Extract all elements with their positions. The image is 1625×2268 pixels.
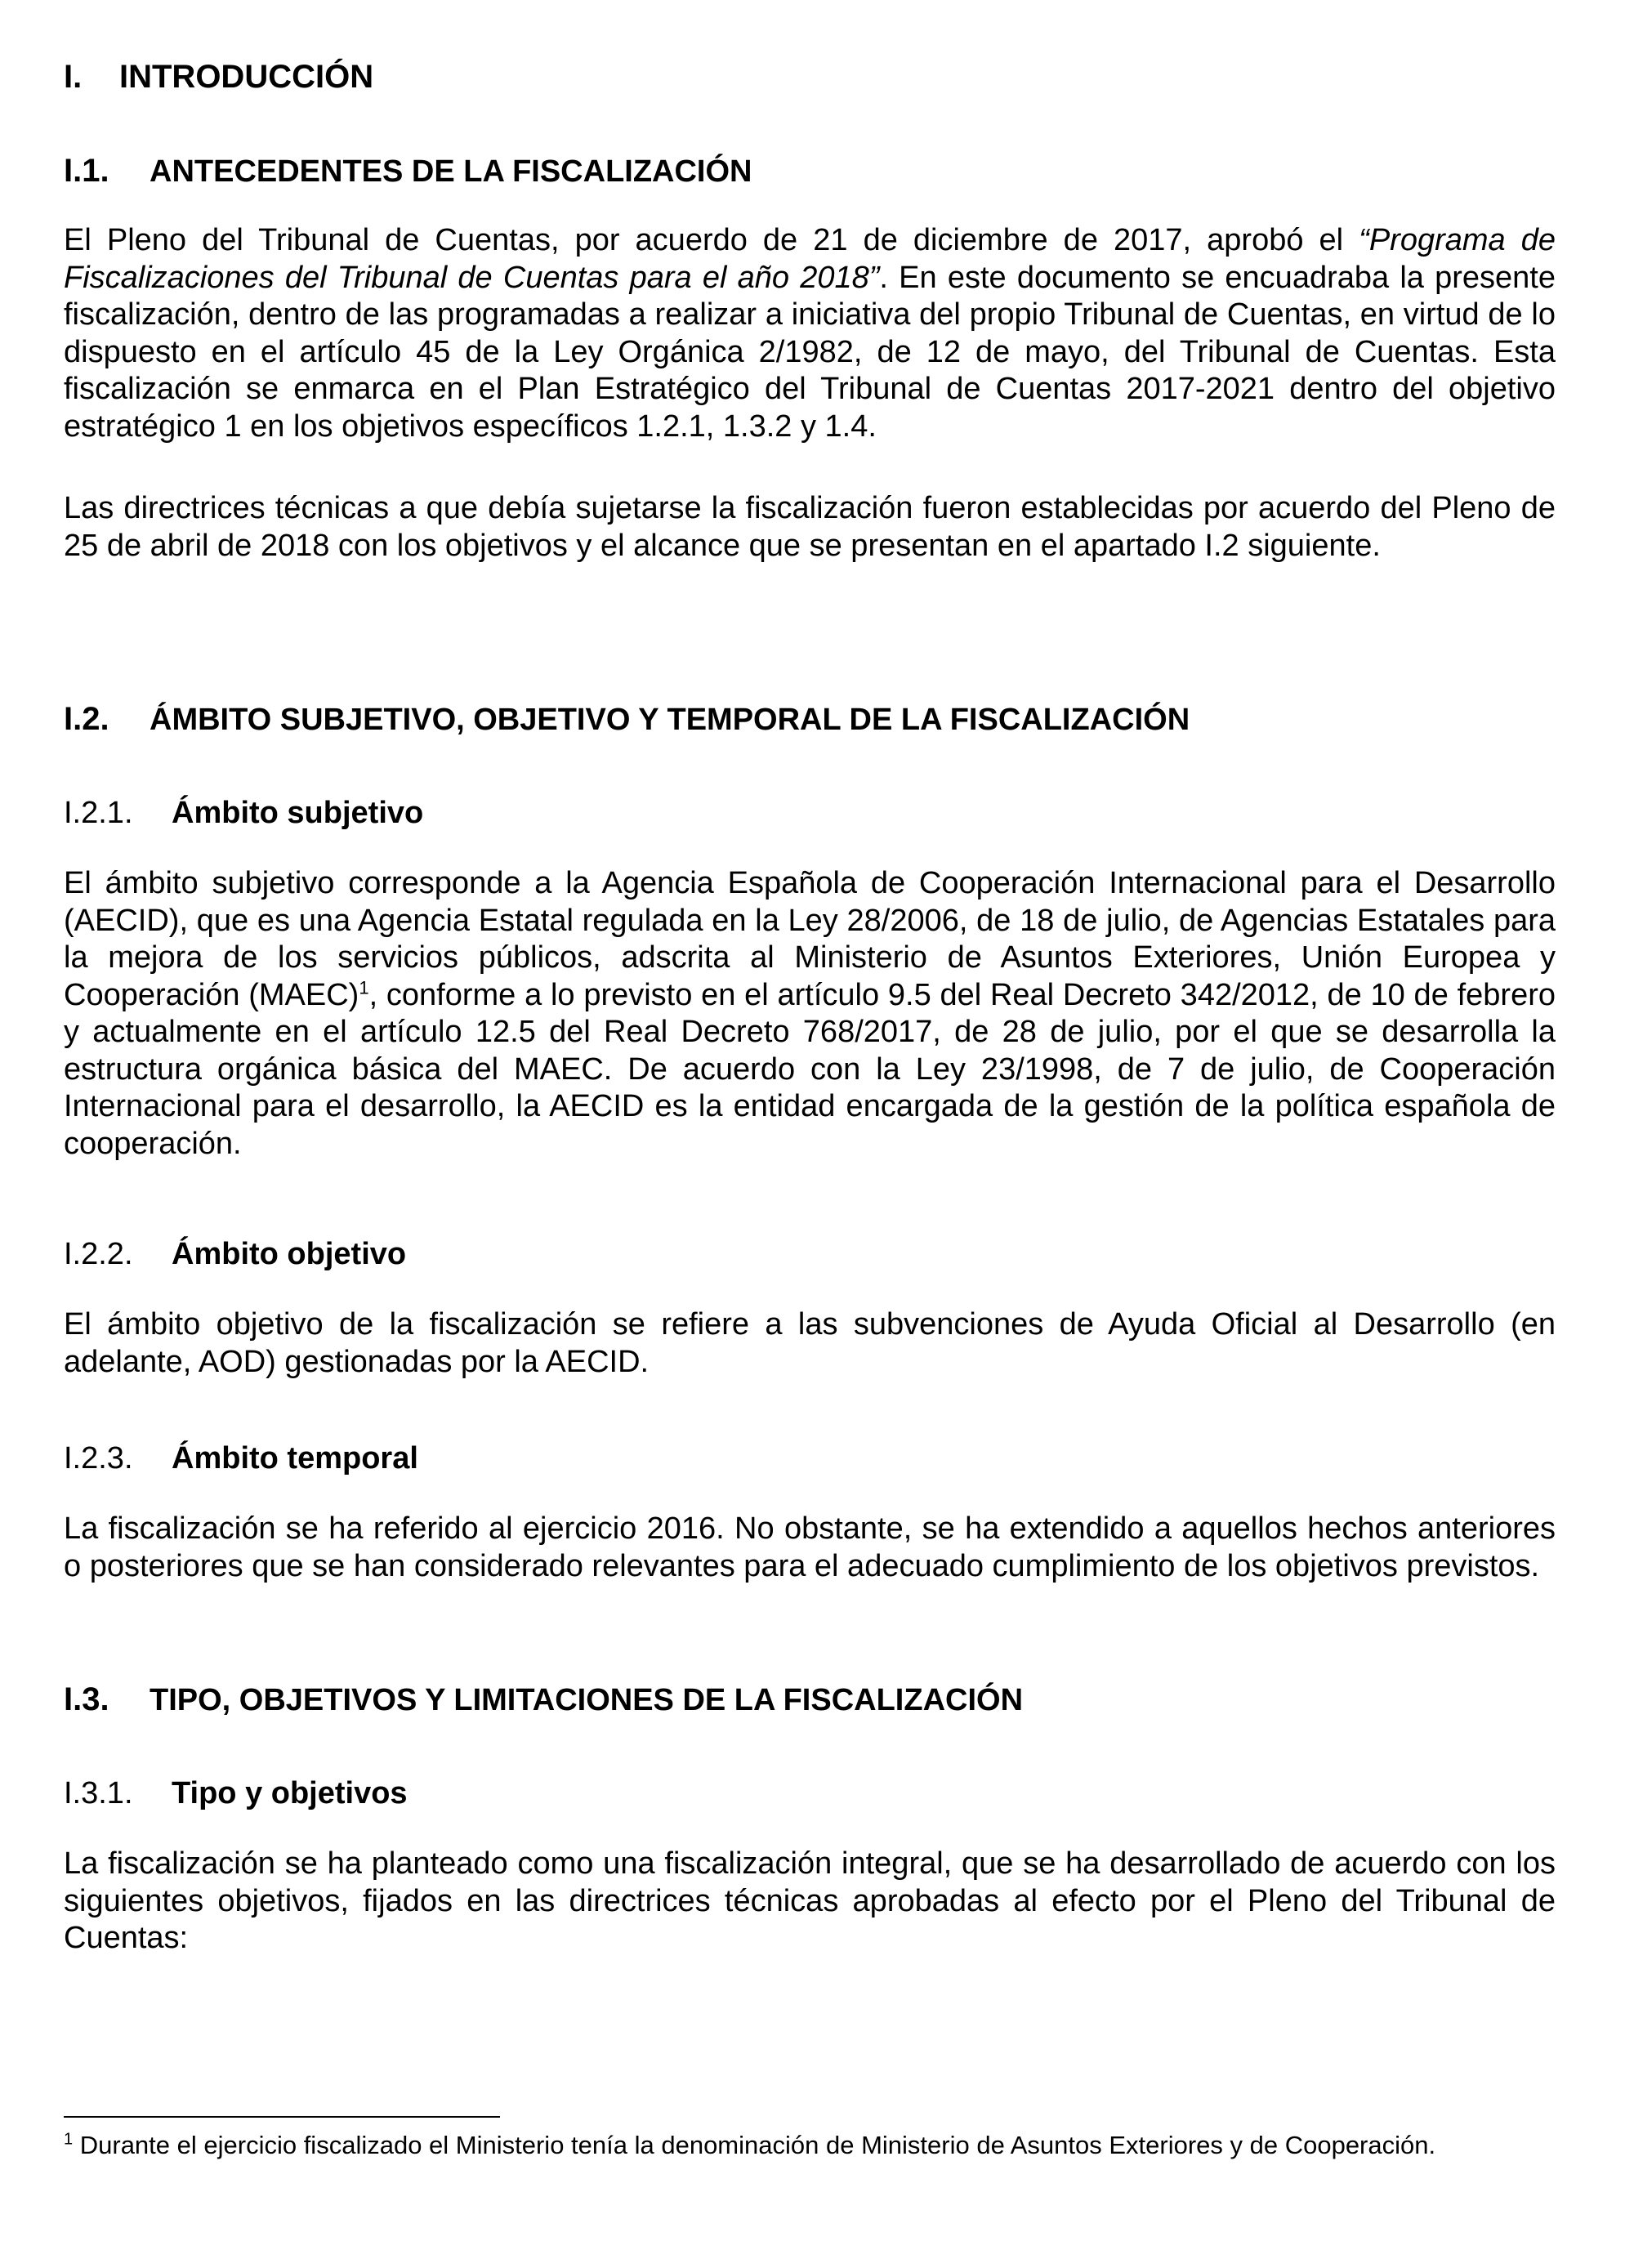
heading-number: I.3.1.: [64, 1776, 133, 1810]
paragraph-text: . En este documento se encuadraba la presente fiscalización, dentro de las programadas a realizar a iniciativa del propio Tribunal de Cuentas, en virtud de lo dispuesto en el artículo 45 de la Ley Orgánica 2/1982, de 12 de mayo, del Tribunal de Cuentas. Esta fiscalización se enmarca en el Plan Estratégico del Tribunal de Cuentas 2017-2021 dentro del objetivo estratégico 1 en los objetivos específicos 1.2.1, 1.3.2 y 1.4.: [64, 260, 1556, 444]
heading-antecedentes: [64, 153, 752, 190]
paragraph-antecedentes: [64, 222, 1556, 445]
heading-number: I.: [64, 59, 83, 95]
heading-title: Ámbito subjetivo: [172, 796, 424, 830]
heading-title: Ámbito objetivo: [172, 1237, 407, 1271]
heading-number: I.2.3.: [64, 1441, 133, 1476]
paragraph-text: El Pleno del Tribunal de Cuentas, por acuerdo de 21 de diciembre de 2017, aprobó el: [64, 223, 1359, 257]
heading-title: ÁMBITO SUBJETIVO, OBJETIVO Y TEMPORAL DE LA FISCALIZACIÓN: [150, 703, 1190, 737]
heading-number: I.2.2.: [64, 1237, 133, 1271]
paragraph-ambito-subjetivo: [64, 865, 1556, 1163]
heading-number: I.3.: [64, 1681, 109, 1717]
footnote-reference[interactable]: 1: [359, 976, 369, 998]
paragraph-ambito-objetivo: El ámbito objetivo de la fiscalización se refiere a las subvenciones de Ayuda Oficial al Desarrollo (en adelante, AOD) gestionadas por la AECID.: [64, 1307, 1556, 1379]
heading-ambito-subjetivo: [64, 796, 423, 831]
paragraph-tipo-objetivos: La fiscalización se ha planteado como una fiscalización integral, que se ha desarrollado de acuerdo con los siguientes objetivos, fijados en las directrices técnicas aprobadas al efecto por el Pleno del Tribunal de Cuentas:: [64, 1846, 1556, 1955]
heading-number: I.2.: [64, 701, 109, 737]
heading-ambito: [64, 701, 1190, 738]
heading-ambito-temporal: [64, 1441, 418, 1476]
heading-ambito-objetivo: [64, 1237, 406, 1272]
paragraph-directrices: Las directrices técnicas a que debía sujetarse la fiscalización fueron establecidas por acuerdo del Pleno de 25 de abril de 2018 con los objetivos y el alcance que se presentan en el apartado I.2 siguiente.: [64, 491, 1556, 563]
heading-tipo-objetivos: [64, 1681, 1023, 1718]
heading-title: ANTECEDENTES DE LA FISCALIZACIÓN: [150, 154, 752, 189]
heading-title: Tipo y objetivos: [172, 1776, 408, 1810]
programme-title: “Programa de Fiscalizaciones del Tribunal de Cuentas para el año 2018”: [64, 223, 1556, 295]
heading-number: I.2.1.: [64, 796, 133, 830]
paragraph-text: El ámbito subjetivo corresponde a la Agencia Española de Cooperación Internacional para el Desarrollo (AECID), que es una Agencia Estatal regulada en la Ley 28/2006, de 18 de julio, de Agencias Estatales para la mejora de los servicios públicos, adscrita al Ministerio de Asuntos Exteriores, Unión Europea y Cooperación (MAEC): [64, 866, 1556, 1012]
heading-tipo-y-objetivos: [64, 1776, 408, 1811]
paragraph-text: , conforme a lo previsto en el artículo 9.5 del Real Decreto 342/2012, de 10 de febrero y actualmente en el artículo 12.5 del Real Decreto 768/2017, de 28 de julio, por el que se desarrolla la estructura orgánica básica del MAEC. De acuerdo con la Ley 23/1998, de 7 de julio, de Cooperación Internacional para el desarrollo, la AECID es la entidad encargada de la gestión de la política española de cooperación.: [64, 977, 1556, 1161]
heading-title: Ámbito temporal: [172, 1441, 418, 1476]
heading-title: INTRODUCCIÓN: [119, 59, 374, 95]
heading-introduccion: [64, 59, 373, 96]
footnote: [64, 2129, 1556, 2162]
heading-title: TIPO, OBJETIVOS Y LIMITACIONES DE LA FISCALIZACIÓN: [150, 1683, 1024, 1717]
footnote-marker: 1: [64, 2130, 74, 2149]
paragraph-ambito-temporal: La fiscalización se ha referido al ejercicio 2016. No obstante, se ha extendido a aquellos hechos anteriores o posteriores que se han considerado relevantes para el adecuado cumplimiento de los objetivos previstos.: [64, 1511, 1556, 1583]
heading-number: I.1.: [64, 153, 109, 189]
footnote-separator: [64, 2116, 500, 2118]
footnote-text: Durante el ejercicio fiscalizado el Ministerio tenía la denominación de Ministerio de Asuntos Exteriores y de Cooperación.: [73, 2131, 1436, 2159]
